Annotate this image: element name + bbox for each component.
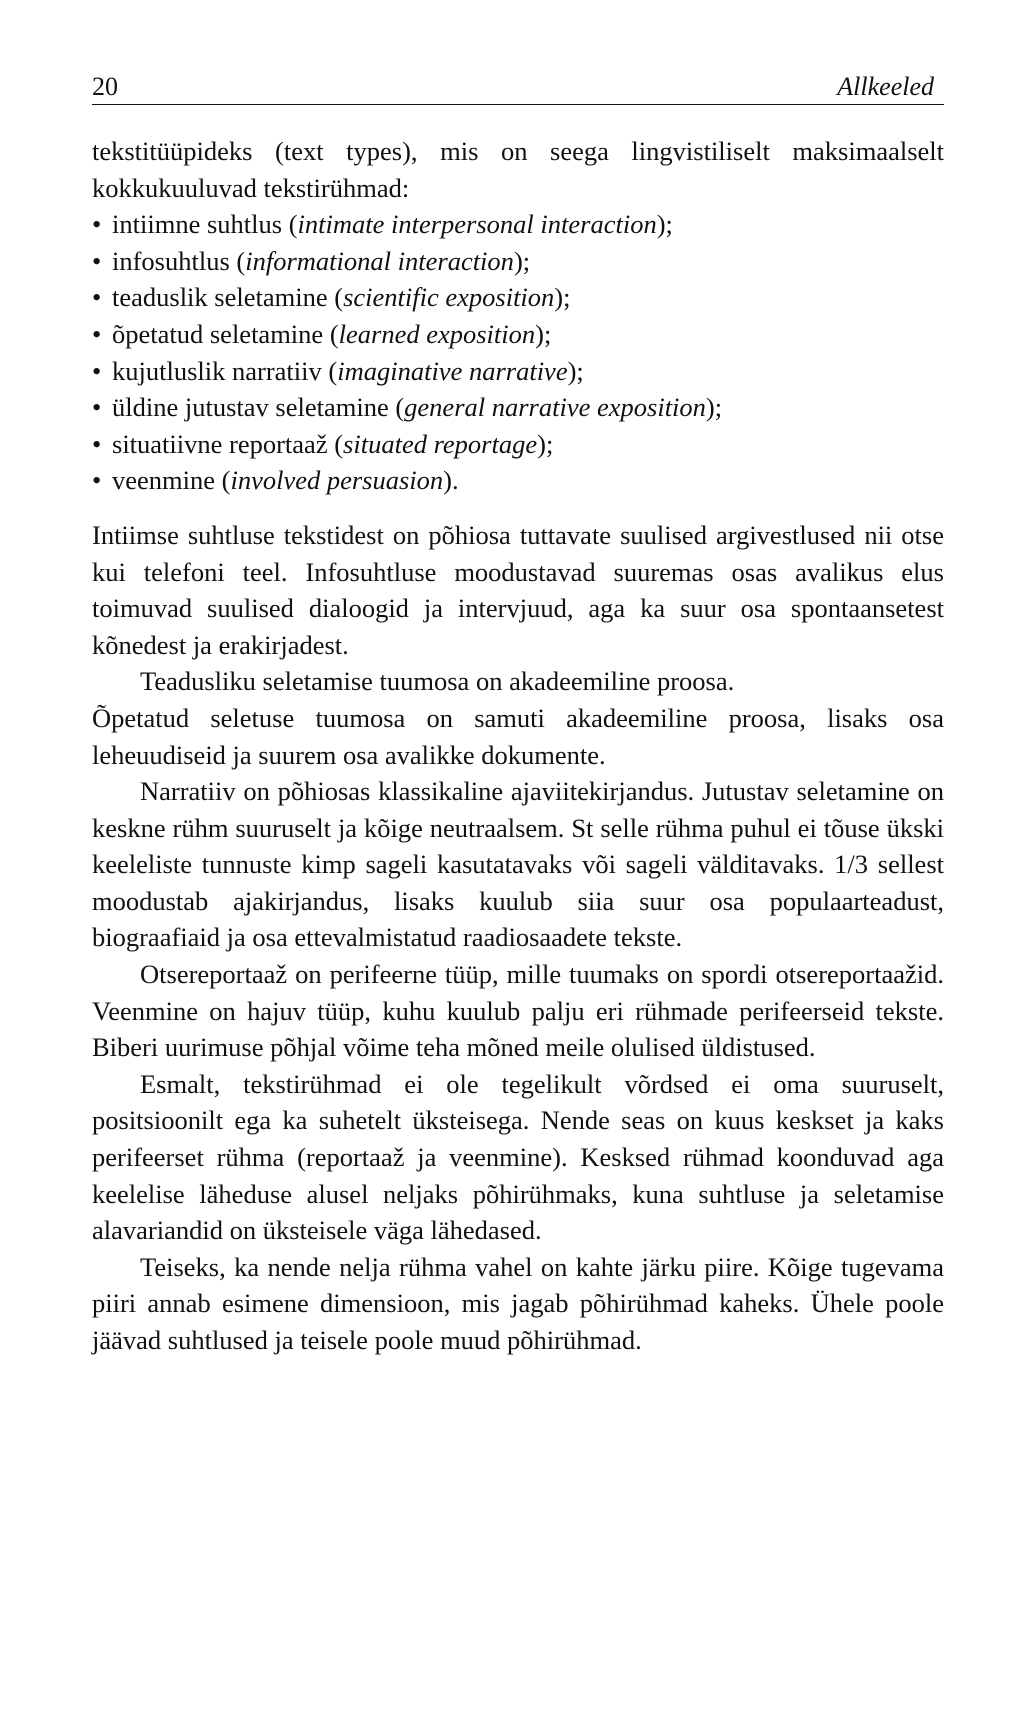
list-item-gloss: informational interaction xyxy=(245,245,514,276)
list-item-gloss: general narrative exposition xyxy=(404,392,706,423)
bullet-icon: • xyxy=(92,282,102,313)
bullet-icon: • xyxy=(92,209,102,240)
list-item-end: ); xyxy=(554,282,571,313)
list-item-gloss: learned exposition xyxy=(338,318,536,349)
list-item-term: õpetatud seletamine xyxy=(112,318,324,349)
list-item-term: üldine jutustav seletamine xyxy=(112,392,389,423)
bullet-icon: • xyxy=(92,465,102,496)
intro-paragraph: tekstitüüpideks (text types), mis on seega lingvistiliselt maksimaalselt kokkukuuluvad tekstirühmad: xyxy=(92,136,944,203)
bullet-icon: • xyxy=(92,245,102,276)
paragraph: Teadusliku seletamise tuumosa on akadeemiline proosa. xyxy=(140,666,735,697)
list-item-gloss: situated reportage xyxy=(343,428,538,459)
list-item: • veenmine (involved persuasion). xyxy=(92,462,944,499)
list-item: • teaduslik seletamine (scientific exposition); xyxy=(92,279,944,316)
bullet-icon: • xyxy=(92,355,102,386)
bullet-icon: • xyxy=(92,428,102,459)
list-item-term: veenmine xyxy=(112,465,216,496)
paragraph: Otsereportaaž on perifeerne tüüp, mille tuumaks on spordi otsereportaažid. Veenmine on hajuv tüüp, kuhu kuulub palju eri rühmade perifeerseid tekste. Biberi uurimuse põhjal võime teha mõned meile olulised üldistused. xyxy=(92,959,944,1063)
paragraph: Õpetatud seletuse tuumosa on samuti akadeemiline proosa, lisaks osa leheuudiseid ja suurem osa avalikke dokumente. xyxy=(92,702,944,770)
list-item-gloss: intimate interpersonal interaction xyxy=(297,209,657,240)
paragraph: Intiimse suhtluse tekstidest on põhiosa tuttavate suulised argivestlused nii otse kui telefoni teel. Infosuhtluse moodustavad suuremas osas avalikus elus toimuvad suulised dialoogid ja intervjuud, aga ka suur osa spontaansetest kõnedest ja erakirjadest. xyxy=(92,519,944,660)
list-item-end: ); xyxy=(656,209,673,240)
list-item: • üldine jutustav seletamine (general narrative exposition); xyxy=(92,389,944,426)
bullet-icon: • xyxy=(92,392,102,423)
list-item-term: situatiivne reportaaž xyxy=(112,428,328,459)
bullet-icon: • xyxy=(92,318,102,349)
text-type-list xyxy=(92,206,944,499)
list-item-end: ); xyxy=(535,318,552,349)
paragraph: Teiseks, ka nende nelja rühma vahel on kahte järku piire. Kõige tugevama piiri annab esimene dimensioon, mis jagab põhirühmad kaheks. Ühele poole jäävad suhtlused ja teisele poole muud põhirühmad. xyxy=(92,1251,944,1355)
book-page xyxy=(92,62,944,1359)
body-text xyxy=(92,133,944,1359)
list-item: • õpetatud seletamine (learned exposition); xyxy=(92,316,944,353)
list-item-gloss: imaginative narrative xyxy=(337,355,568,386)
list-item-end: ); xyxy=(537,428,554,459)
paragraph-spacer xyxy=(92,499,944,517)
list-item-end: ); xyxy=(567,355,584,386)
list-item: • intiimne suhtlus (intimate interpersonal interaction); xyxy=(92,206,944,243)
list-item-term: infosuhtlus xyxy=(112,245,230,276)
list-item-end: ); xyxy=(513,245,531,276)
running-title: Allkeeled xyxy=(837,72,934,101)
list-item-end: ). xyxy=(443,465,459,496)
list-item: • situatiivne reportaaž (situated reportage); xyxy=(92,426,944,463)
list-item-gloss: involved persuasion xyxy=(230,465,444,496)
list-item-gloss: scientific exposition xyxy=(343,282,555,313)
list-item: • infosuhtlus (informational interaction); xyxy=(92,243,944,280)
paragraph: Narratiiv on põhiosas klassikaline ajaviitekirjandus. Jutustav seletamine on keskne rühm suuruselt ja kõige neutraalsem. St selle rühma puhul ei tõuse ükski keeleliste tunnuste kimp sageli kasutatavaks või sageli välditavaks. 1/3 sellest moodustab ajakirjandus, lisaks kuulub siia suur osa populaarteadust, biograafiaid ja osa ettevalmistatud raadiosaadete tekste. xyxy=(92,776,944,953)
list-item-term: teaduslik seletamine xyxy=(112,282,328,313)
list-item-term: kujutluslik narratiiv xyxy=(112,355,322,386)
list-item-end: ); xyxy=(705,392,723,423)
list-item: • kujutluslik narratiiv (imaginative narrative); xyxy=(92,353,944,390)
paragraph: Esmalt, tekstirühmad ei ole tegelikult võrdsed ei oma suuruselt, positsioonilt ega ka suhetelt üksteisega. Nende seas on kuus keskset ja kaks perifeerset rühma (reportaaž ja veenmine). Kesksed rühmad koonduvad aga keelelise läheduse alusel neljaks põhirühmaks, kuna suhtluse ja seletamise alavariandid on üksteisele väga lähedased. xyxy=(92,1068,944,1246)
running-head xyxy=(92,62,944,105)
page-number: 20 xyxy=(92,72,118,101)
list-item-term: intiimne suhtlus xyxy=(112,209,283,240)
